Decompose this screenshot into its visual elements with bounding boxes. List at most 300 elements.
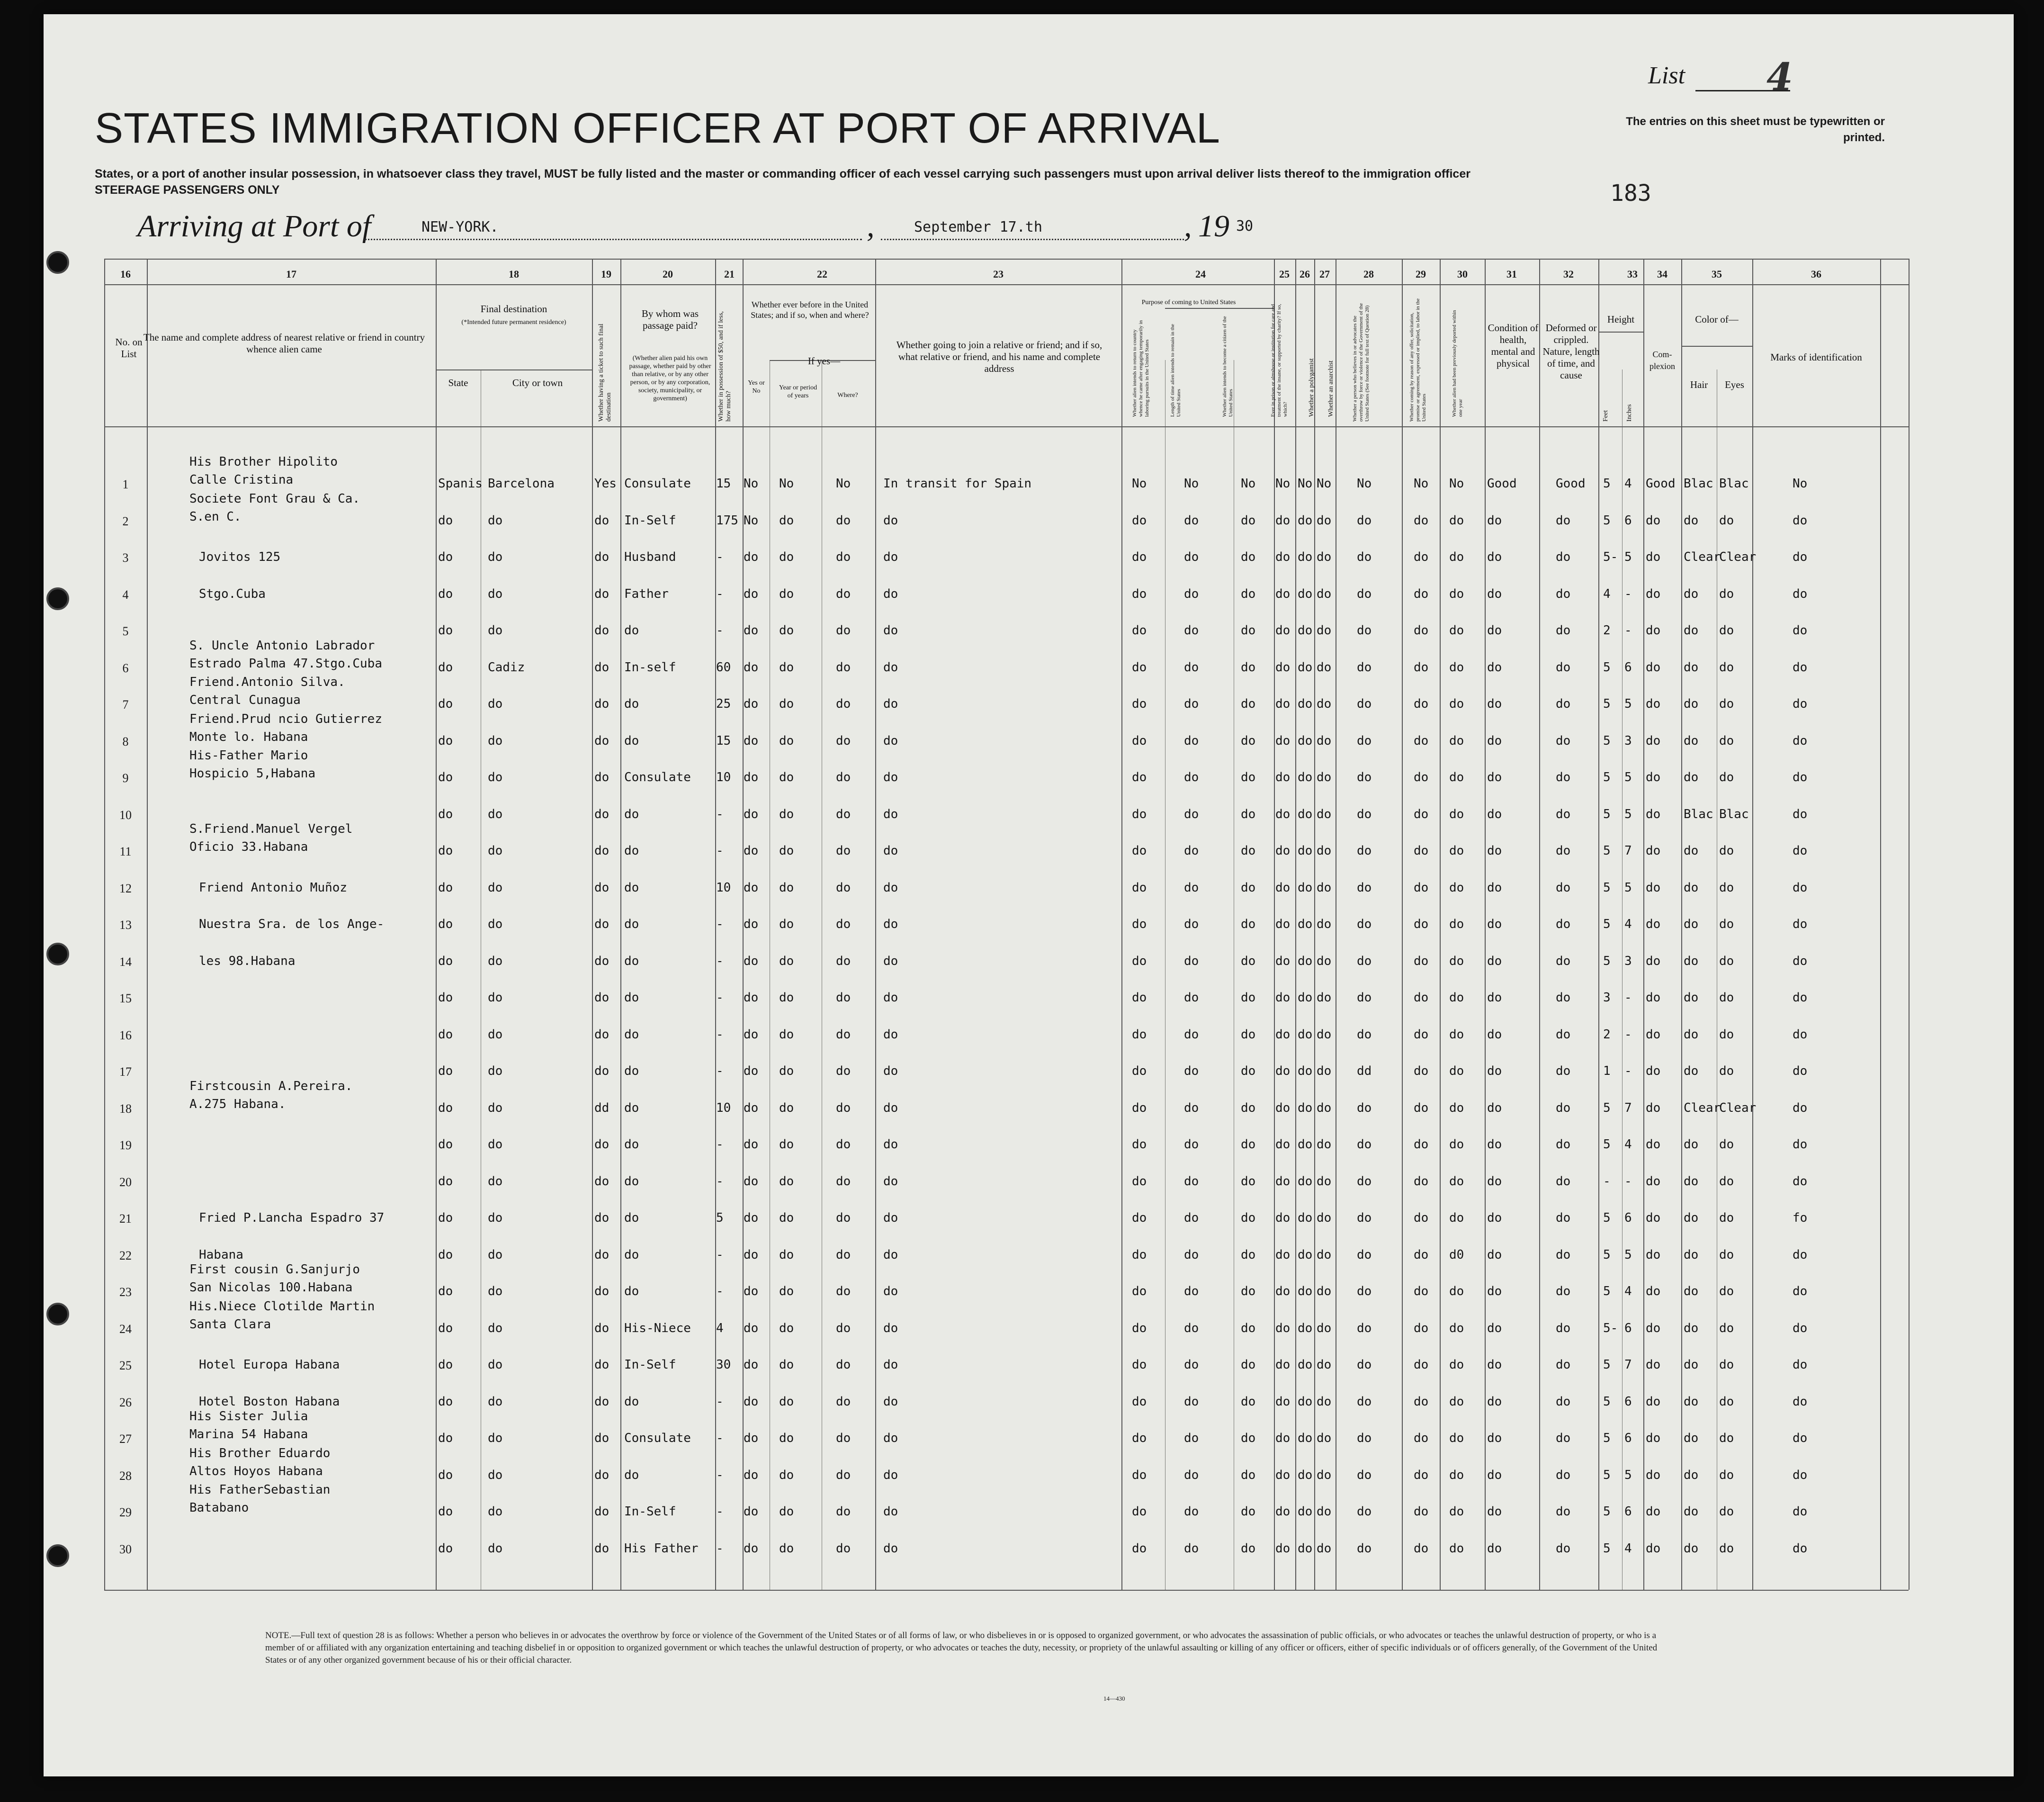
col29-cell: do xyxy=(1414,1431,1429,1445)
col25-cell: do xyxy=(1275,586,1291,601)
state-cell: do xyxy=(438,660,453,675)
marks-cell: do xyxy=(1793,1247,1808,1262)
complexion-cell: do xyxy=(1646,1027,1661,1042)
marks-cell: do xyxy=(1793,1284,1808,1298)
header-final-destination: Final destination xyxy=(480,303,547,315)
anarchist-cell: do xyxy=(1317,1394,1332,1409)
header-anarchist: Whether an anarchist xyxy=(1327,360,1335,417)
health-cell: do xyxy=(1487,1064,1502,1078)
header-where: Where? xyxy=(837,392,858,399)
joining-cell: do xyxy=(883,1064,898,1078)
column-number: 27 xyxy=(1319,268,1330,280)
state-cell: do xyxy=(438,1247,453,1262)
purpose-c-cell: do xyxy=(1241,880,1256,895)
city-cell: do xyxy=(488,1064,503,1078)
health-cell: do xyxy=(1487,807,1502,821)
ever-before-cell: do xyxy=(744,807,759,821)
city-cell: do xyxy=(488,1541,503,1556)
year-period-cell: do xyxy=(779,586,794,601)
col28-cell: do xyxy=(1357,1321,1372,1335)
anarchist-cell: do xyxy=(1317,1431,1332,1445)
ticket-cell: do xyxy=(594,1174,610,1189)
column-number: 19 xyxy=(601,268,611,280)
where-cell: do xyxy=(836,1321,851,1335)
paid-by-cell: In-self xyxy=(624,660,676,675)
ticket-cell: do xyxy=(594,880,610,895)
col28-cell: do xyxy=(1357,1027,1372,1042)
relative-line: Calle Cristina xyxy=(189,473,294,487)
polygamist-cell: do xyxy=(1298,1064,1313,1078)
joining-cell: do xyxy=(883,954,898,968)
city-cell: do xyxy=(488,1211,503,1225)
health-cell: do xyxy=(1487,954,1502,968)
ever-before-cell: do xyxy=(744,1431,759,1445)
joining-cell: do xyxy=(883,513,898,528)
complexion-cell: do xyxy=(1646,770,1661,784)
city-cell: do xyxy=(488,586,503,601)
paid-by-cell: do xyxy=(624,917,639,931)
year-prefix: 19 xyxy=(1198,209,1229,243)
ever-before-cell: do xyxy=(744,586,759,601)
joining-cell: do xyxy=(883,1358,898,1372)
eyes-cell: do xyxy=(1719,770,1734,784)
health-cell: do xyxy=(1487,1431,1502,1445)
col30-cell: d0 xyxy=(1449,1247,1464,1262)
marks-cell: do xyxy=(1793,1100,1808,1115)
row-number: 13 xyxy=(119,918,132,932)
feet-cell: 5 xyxy=(1603,1211,1611,1225)
ticket-cell: do xyxy=(594,917,610,931)
health-cell: do xyxy=(1487,1358,1502,1372)
complexion-cell: do xyxy=(1646,586,1661,601)
marks-cell: do xyxy=(1793,1541,1808,1556)
purpose-a-cell: do xyxy=(1132,954,1147,968)
typed-note: The entries on this sheet must be typewritten or printed. xyxy=(1626,115,1885,144)
feet-cell: 4 xyxy=(1603,586,1611,601)
hair-cell: do xyxy=(1684,917,1699,931)
purpose-a-cell: do xyxy=(1132,1468,1147,1482)
hair-cell: do xyxy=(1684,1541,1699,1556)
ever-before-cell: do xyxy=(744,954,759,968)
paid-by-cell: do xyxy=(624,880,639,895)
col28-cell: do xyxy=(1357,1211,1372,1225)
state-cell: do xyxy=(438,1174,453,1189)
col30-cell: do xyxy=(1449,1468,1464,1482)
purpose-a-cell: do xyxy=(1132,1174,1147,1189)
col28-cell: do xyxy=(1357,1505,1372,1519)
paid-by-cell: His-Niece xyxy=(624,1321,691,1335)
purpose-b-cell: do xyxy=(1184,550,1199,564)
column-number: 18 xyxy=(509,268,519,280)
inches-cell: 4 xyxy=(1624,477,1632,491)
where-cell: do xyxy=(836,954,851,968)
inches-cell: - xyxy=(1624,623,1632,638)
ever-before-cell: do xyxy=(744,880,759,895)
deformed-cell: do xyxy=(1556,623,1571,638)
year-period-cell: do xyxy=(779,1468,794,1482)
health-cell: do xyxy=(1487,1468,1502,1482)
paid-by-cell: Husband xyxy=(624,550,676,564)
purpose-b-cell: do xyxy=(1184,1541,1199,1556)
hair-cell: Clear xyxy=(1684,1100,1721,1115)
relative-line: Hospicio 5,Habana xyxy=(189,766,316,781)
where-cell: do xyxy=(836,623,851,638)
city-cell: do xyxy=(488,1027,503,1042)
col25-cell: do xyxy=(1275,954,1291,968)
city-cell: do xyxy=(488,550,503,564)
joining-cell: In transit for Spain xyxy=(883,477,1032,491)
inches-cell: 6 xyxy=(1624,1211,1632,1225)
complexion-cell: do xyxy=(1646,991,1661,1005)
anarchist-cell: do xyxy=(1317,660,1332,675)
year-period-cell: do xyxy=(779,1431,794,1445)
paid-by-cell: do xyxy=(624,844,639,858)
purpose-b-cell: do xyxy=(1184,1064,1199,1078)
hair-cell: do xyxy=(1684,1358,1699,1372)
col29-cell: do xyxy=(1414,513,1429,528)
city-cell: do xyxy=(488,770,503,784)
purpose-b-cell: do xyxy=(1184,880,1199,895)
deformed-cell: do xyxy=(1556,733,1571,748)
polygamist-cell: do xyxy=(1298,844,1313,858)
eyes-cell: do xyxy=(1719,513,1734,528)
where-cell: do xyxy=(836,550,851,564)
relative-line: Friend Antonio Muñoz xyxy=(199,880,348,895)
health-cell: Good xyxy=(1487,477,1517,491)
health-cell: do xyxy=(1487,1027,1502,1042)
ever-before-cell: do xyxy=(744,917,759,931)
year-period-cell: do xyxy=(779,1247,794,1262)
column-number: 34 xyxy=(1657,268,1667,280)
relative-line: Altos Hoyos Habana xyxy=(189,1464,323,1478)
health-cell: do xyxy=(1487,733,1502,748)
inches-cell: 6 xyxy=(1624,513,1632,528)
state-cell: do xyxy=(438,954,453,968)
row-number: 28 xyxy=(119,1469,132,1483)
header-col25: Ever in prison or almshouse or institution for care and treatment of the insane, or supported by charity? If so, which? xyxy=(1270,304,1288,417)
col25-cell: do xyxy=(1275,1505,1291,1519)
col28-cell: do xyxy=(1357,697,1372,711)
eyes-cell: do xyxy=(1719,1541,1734,1556)
relative-line: Batabano xyxy=(189,1501,249,1515)
deformed-cell: do xyxy=(1556,1394,1571,1409)
inches-cell: - xyxy=(1624,1174,1632,1189)
ticket-cell: do xyxy=(594,1541,610,1556)
footnote-question-28: NOTE.—Full text of question 28 is as follows: Whether a person who believes in or advocates the overthrow by force or violence of the Government of the United States or of all forms of law, or who disbelieves in or is opposed to organized government, or who advocates the assassination of public officials, or who advocates or teaches the unlawful destruction of property, or who is a member of or affiliated with any organization entertaining and teaching disbelief in or opposition to organized government or which teaches the unlawful destruction of property, or who advocates or teaches the duty, necessity, or propriety of the unlawful assaulting or killing of any officer or officers, either of specific individuals or of officers generally, of the Government of the United States or of any other organized government because of his or their official character. xyxy=(265,1631,1658,1665)
city-cell: Barcelona xyxy=(488,477,555,491)
row-number: 27 xyxy=(119,1432,132,1446)
purpose-c-cell: do xyxy=(1241,1027,1256,1042)
year-period-cell: No xyxy=(779,477,794,491)
ever-before-cell: do xyxy=(744,1541,759,1556)
col30-cell: do xyxy=(1449,1027,1464,1042)
header-by-whom-note: (Whether alien paid his own passage, whether paid by other than relative, or by any other person, or by any corporation, society, municipality, or government) xyxy=(629,355,711,402)
state-cell: Spanis xyxy=(438,477,483,491)
state-cell: do xyxy=(438,697,453,711)
col25-cell: do xyxy=(1275,880,1291,895)
purpose-c-cell: do xyxy=(1241,513,1256,528)
polygamist-cell: do xyxy=(1298,697,1313,711)
col29-cell: do xyxy=(1414,1247,1429,1262)
header-complexion: Com-plexion xyxy=(1650,350,1675,371)
binder-hole xyxy=(46,251,69,274)
relative-line: Societe Font Grau & Ca. xyxy=(189,491,360,506)
state-cell: do xyxy=(438,807,453,821)
health-cell: do xyxy=(1487,660,1502,675)
col30-cell: do xyxy=(1449,770,1464,784)
complexion-cell: do xyxy=(1646,550,1661,564)
column-number: 22 xyxy=(817,268,827,280)
inches-cell: 7 xyxy=(1624,1100,1632,1115)
col29-cell: do xyxy=(1414,770,1429,784)
purpose-b-cell: do xyxy=(1184,1174,1199,1189)
col29-cell: do xyxy=(1414,1174,1429,1189)
deformed-cell: do xyxy=(1556,1358,1571,1372)
col29-cell: do xyxy=(1414,733,1429,748)
purpose-c-cell: do xyxy=(1241,660,1256,675)
paid-by-cell: do xyxy=(624,1247,639,1262)
purpose-a-cell: do xyxy=(1132,1211,1147,1225)
money-cell: - xyxy=(716,1505,724,1519)
col30-cell: do xyxy=(1449,550,1464,564)
hair-cell: do xyxy=(1684,1321,1699,1335)
row-number: 10 xyxy=(119,808,132,822)
anarchist-cell: do xyxy=(1317,1468,1332,1482)
ever-before-cell: do xyxy=(744,1247,759,1262)
purpose-c-cell: do xyxy=(1241,1247,1256,1262)
state-cell: do xyxy=(438,1468,453,1482)
year-period-cell: do xyxy=(779,1027,794,1042)
relative-line: Hotel Boston Habana xyxy=(199,1394,340,1409)
where-cell: do xyxy=(836,1468,851,1482)
paid-by-cell: do xyxy=(624,807,639,821)
eyes-cell: do xyxy=(1719,991,1734,1005)
where-cell: do xyxy=(836,1541,851,1556)
list-number: 4 xyxy=(1766,54,1793,99)
joining-cell: do xyxy=(883,1468,898,1482)
anarchist-cell: No xyxy=(1317,477,1332,491)
anarchist-cell: do xyxy=(1317,807,1332,821)
money-cell: 60 xyxy=(716,660,731,675)
money-cell: - xyxy=(716,1394,724,1409)
anarchist-cell: do xyxy=(1317,880,1332,895)
ticket-cell: do xyxy=(594,586,610,601)
marks-cell: do xyxy=(1793,1027,1808,1042)
anarchist-cell: do xyxy=(1317,844,1332,858)
marks-cell: do xyxy=(1793,1174,1808,1189)
purpose-c-cell: do xyxy=(1241,1064,1256,1078)
inches-cell: 6 xyxy=(1624,1505,1632,1519)
polygamist-cell: do xyxy=(1298,623,1313,638)
deformed-cell: do xyxy=(1556,1541,1571,1556)
year-period-cell: do xyxy=(779,1505,794,1519)
polygamist-cell: do xyxy=(1298,954,1313,968)
header-yes-or-no: Yes or No xyxy=(748,379,765,395)
joining-cell: do xyxy=(883,1321,898,1335)
ticket-cell: do xyxy=(594,1358,610,1372)
hair-cell: do xyxy=(1684,1027,1699,1042)
purpose-a-cell: do xyxy=(1132,1321,1147,1335)
state-cell: do xyxy=(438,1211,453,1225)
ever-before-cell: do xyxy=(744,844,759,858)
marks-cell: do xyxy=(1793,1468,1808,1482)
where-cell: do xyxy=(836,1247,851,1262)
col29-cell: do xyxy=(1414,586,1429,601)
header-eyes: Eyes xyxy=(1725,379,1744,390)
row-number: 26 xyxy=(119,1395,132,1409)
ticket-cell: do xyxy=(594,513,610,528)
col29-cell: do xyxy=(1414,1137,1429,1152)
inches-cell: - xyxy=(1624,1064,1632,1078)
feet-cell: 5 xyxy=(1603,954,1611,968)
where-cell: do xyxy=(836,770,851,784)
inches-cell: 5 xyxy=(1624,550,1632,564)
form-code: 14—430 xyxy=(1103,1695,1125,1702)
joining-cell: do xyxy=(883,991,898,1005)
where-cell: do xyxy=(836,991,851,1005)
relative-line: Firstcousin A.Pereira. xyxy=(189,1079,353,1093)
paid-by-cell: In-Self xyxy=(624,1358,676,1372)
header-feet: Feet xyxy=(1602,410,1609,422)
joining-cell: do xyxy=(883,1394,898,1409)
purpose-b-cell: do xyxy=(1184,1247,1199,1262)
col28-cell: do xyxy=(1357,550,1372,564)
col25-cell: do xyxy=(1275,1321,1291,1335)
state-cell: do xyxy=(438,1541,453,1556)
deformed-cell: do xyxy=(1556,1284,1571,1298)
relative-line: His Sister Julia xyxy=(189,1409,308,1424)
city-cell: do xyxy=(488,844,503,858)
ticket-cell: do xyxy=(594,844,610,858)
anarchist-cell: do xyxy=(1317,550,1332,564)
where-cell: do xyxy=(836,1137,851,1152)
health-cell: do xyxy=(1487,1505,1502,1519)
purpose-c-cell: do xyxy=(1241,550,1256,564)
col28-cell: do xyxy=(1357,586,1372,601)
eyes-cell: do xyxy=(1719,1321,1734,1335)
state-cell: do xyxy=(438,917,453,931)
col28-cell: do xyxy=(1357,623,1372,638)
city-cell: do xyxy=(488,1358,503,1372)
column-number: 26 xyxy=(1300,268,1310,280)
city-cell: do xyxy=(488,807,503,821)
paid-by-cell: do xyxy=(624,623,639,638)
anarchist-cell: do xyxy=(1317,697,1332,711)
ticket-cell: do xyxy=(594,1247,610,1262)
column-number: 30 xyxy=(1457,268,1468,280)
year-period-cell: do xyxy=(779,660,794,675)
col30-cell: do xyxy=(1449,586,1464,601)
marks-cell: No xyxy=(1793,477,1808,491)
marks-cell: do xyxy=(1793,623,1808,638)
joining-cell: do xyxy=(883,623,898,638)
purpose-a-cell: do xyxy=(1132,1064,1147,1078)
ticket-cell: do xyxy=(594,1394,610,1409)
joining-cell: do xyxy=(883,1431,898,1445)
column-number: 21 xyxy=(724,268,735,280)
money-cell: 4 xyxy=(716,1321,724,1335)
purpose-a-cell: do xyxy=(1132,733,1147,748)
eyes-cell: do xyxy=(1719,844,1734,858)
money-cell: - xyxy=(716,917,724,931)
joining-cell: do xyxy=(883,1284,898,1298)
purpose-c-cell: do xyxy=(1241,1174,1256,1189)
col25-cell: do xyxy=(1275,660,1291,675)
relative-line: Santa Clara xyxy=(189,1317,271,1332)
col30-cell: do xyxy=(1449,991,1464,1005)
col30-cell: do xyxy=(1449,844,1464,858)
purpose-b-cell: do xyxy=(1184,1211,1199,1225)
feet-cell: 5 xyxy=(1603,1431,1611,1445)
col29-cell: do xyxy=(1414,1284,1429,1298)
relative-line: Central Cunagua xyxy=(189,693,301,707)
purpose-b-cell: do xyxy=(1184,954,1199,968)
purpose-b-cell: do xyxy=(1184,917,1199,931)
inches-cell: 4 xyxy=(1624,1137,1632,1152)
ever-before-cell: do xyxy=(744,1137,759,1152)
city-cell: Cadiz xyxy=(488,660,525,675)
paid-by-cell: do xyxy=(624,1137,639,1152)
arrival-label: Arriving at Port of xyxy=(137,209,371,243)
purpose-a-cell: do xyxy=(1132,1284,1147,1298)
col30-cell: do xyxy=(1449,1284,1464,1298)
purpose-b-cell: do xyxy=(1184,770,1199,784)
money-cell: - xyxy=(716,844,724,858)
column-number: 24 xyxy=(1195,268,1206,280)
year-period-cell: do xyxy=(779,807,794,821)
where-cell: do xyxy=(836,880,851,895)
relative-line: Nuestra Sra. de los Ange- xyxy=(199,917,385,931)
eyes-cell: Blac xyxy=(1719,807,1749,821)
feet-cell: 5 xyxy=(1603,1505,1611,1519)
purpose-b-cell: do xyxy=(1184,697,1199,711)
deformed-cell: do xyxy=(1556,1247,1571,1262)
eyes-cell: Clear xyxy=(1719,550,1757,564)
complexion-cell: do xyxy=(1646,1431,1661,1445)
feet-cell: 5 xyxy=(1603,807,1611,821)
year-period-cell: do xyxy=(779,1137,794,1152)
purpose-c-cell: do xyxy=(1241,917,1256,931)
paid-by-cell: do xyxy=(624,1211,639,1225)
column-number: 28 xyxy=(1363,268,1374,280)
col30-cell: do xyxy=(1449,807,1464,821)
eyes-cell: do xyxy=(1719,697,1734,711)
col29-cell: do xyxy=(1414,807,1429,821)
column-number: 17 xyxy=(286,268,296,280)
header-hair: Hair xyxy=(1690,379,1708,390)
relative-line: His Brother Eduardo xyxy=(189,1446,331,1460)
health-cell: do xyxy=(1487,844,1502,858)
eyes-cell: do xyxy=(1719,1431,1734,1445)
ever-before-cell: do xyxy=(744,660,759,675)
ticket-cell: do xyxy=(594,770,610,784)
column-number: 35 xyxy=(1712,268,1722,280)
deformed-cell: do xyxy=(1556,550,1571,564)
complexion-cell: do xyxy=(1646,1394,1661,1409)
eyes-cell: do xyxy=(1719,1174,1734,1189)
money-cell: - xyxy=(716,1174,724,1189)
deformed-cell: do xyxy=(1556,844,1571,858)
col28-cell: do xyxy=(1357,954,1372,968)
purpose-a-cell: do xyxy=(1132,844,1147,858)
feet-cell: 5 xyxy=(1603,1137,1611,1152)
inches-cell: 5 xyxy=(1624,1247,1632,1262)
deformed-cell: do xyxy=(1556,1431,1571,1445)
column-number: 32 xyxy=(1563,268,1574,280)
city-cell: do xyxy=(488,880,503,895)
purpose-c-cell: do xyxy=(1241,1321,1256,1335)
state-cell: do xyxy=(438,1284,453,1298)
